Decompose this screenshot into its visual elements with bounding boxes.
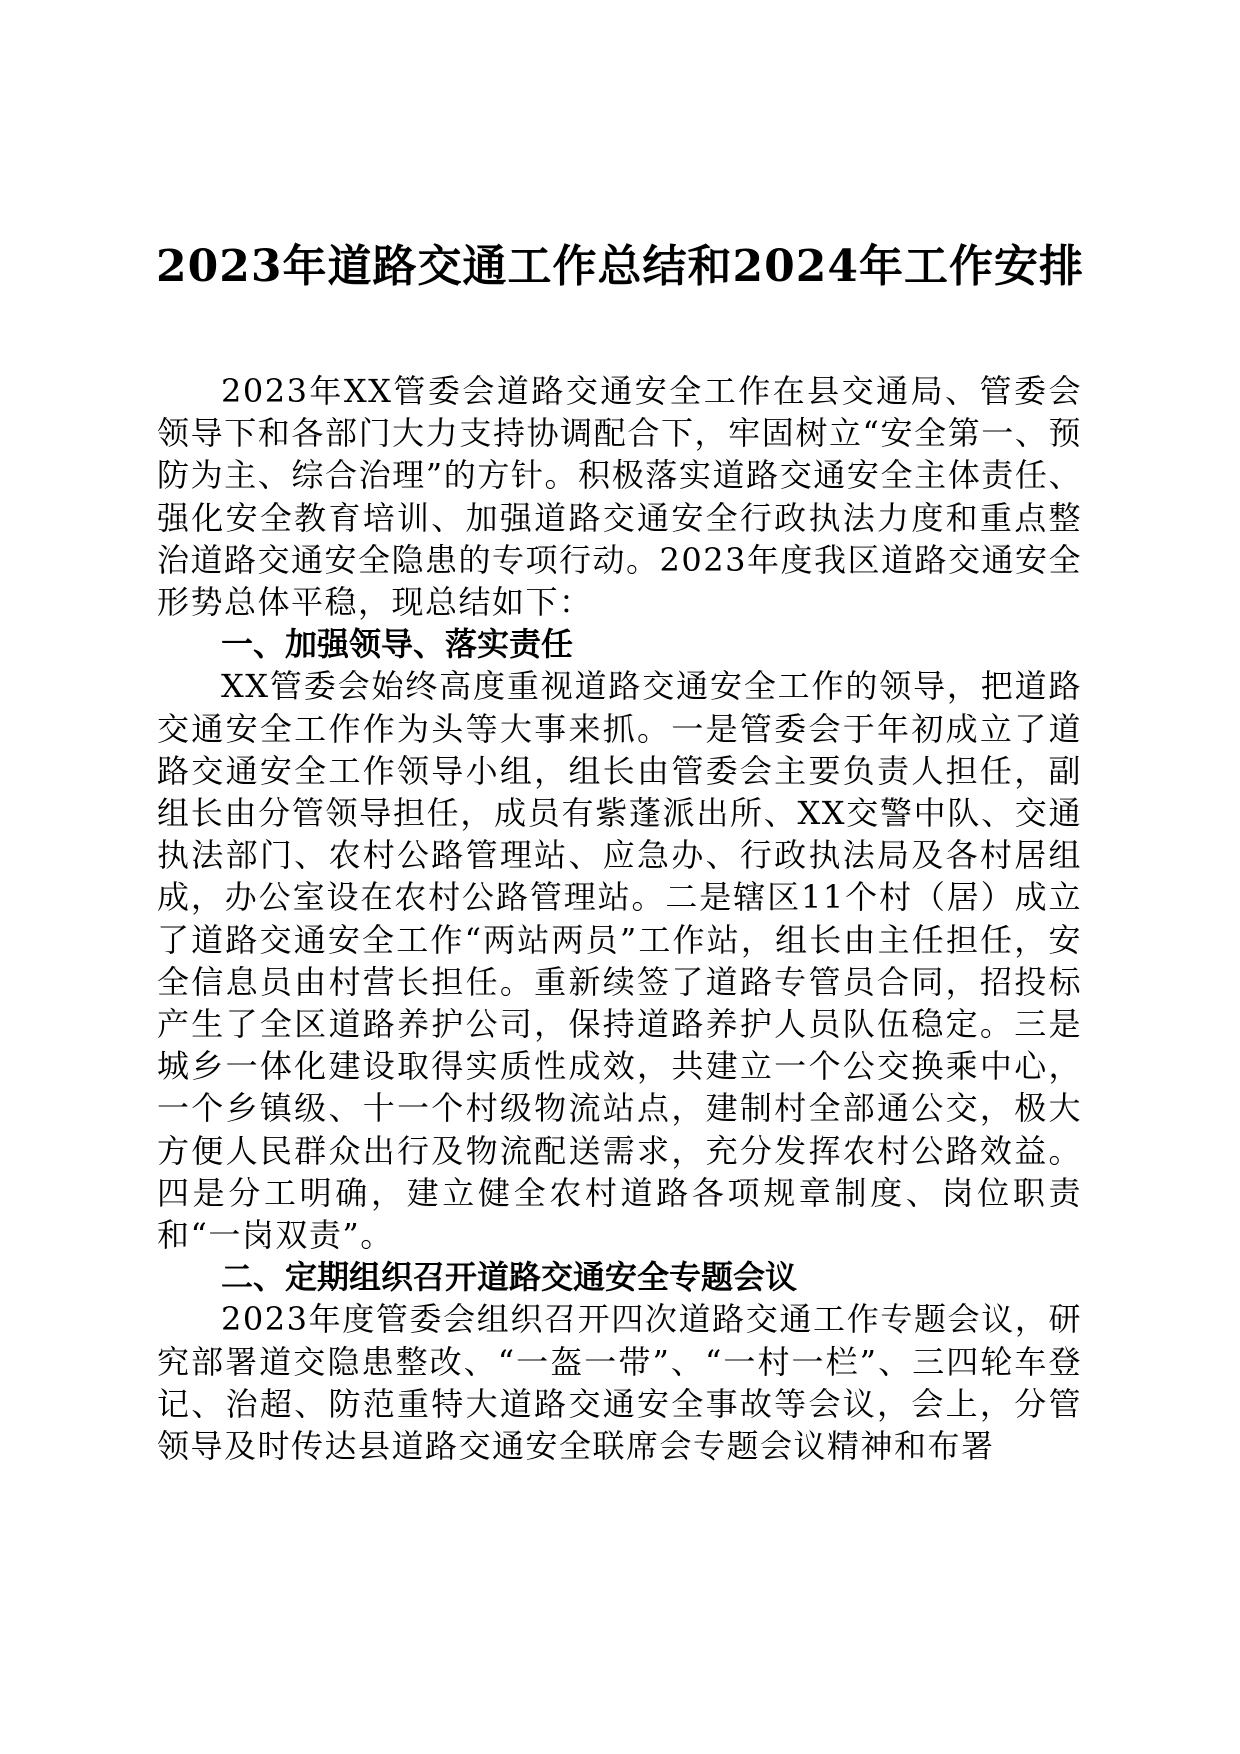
section-paragraph: 2023年度管委会组织召开四次道路交通工作专题会议，研究部署道交隐患整改、“一盔一带”、“一村一栏”、三四轮车登记、治超、防范重特大道路交通安全事故等会议，会上，分管领导及时传达县道路交通安全联席会专题会议精神和布署: [157, 1300, 1082, 1466]
document-body: [157, 370, 1082, 1467]
section-heading: 二、定期组织召开道路交通安全专题会议: [221, 1258, 798, 1297]
section-paragraph: XX管委会始终高度重视道路交通安全工作的领导，把道路交通安全工作作为头等大事来抓。一是管委会于年初成立了道路交通安全工作领导小组，组长由管委会主要负责人担任，副组长由分管领导担任，成员有紫蓬派出所、XX交警中队、交通执法部门、农村公路管理站、应急办、行政执法局及各村居组成，办公室设在农村公路管理站。二是辖区11个村（居）成立了道路交通安全工作“两站两员”工作站，组长由主任担任，安全信息员由村营长担任。重新续签了道路专管员合同，招投标产生了全区道路养护公司，保持道路养护人员队伍稳定。三是城乡一体化建设取得实质性成效，共建立一个公交换乘中心，一个乡镇级、十一个村级物流站点，建制村全部通公交，极大方便人民群众出行及物流配送需求，充分发挥农村公路效益。四是分工明确，建立健全农村道路各项规章制度、岗位职责和“一岗双责”。: [157, 667, 1082, 1255]
section-heading: 一、加强领导、落实责任: [221, 625, 574, 664]
document-title: 2023年道路交通工作总结和2024年工作安排: [156, 241, 1084, 292]
intro-paragraph: 2023年XX管委会道路交通安全工作在县交通局、管委会领导下和各部门大力支持协调配合下，牢固树立“安全第一、预防为主、综合治理”的方针。积极落实道路交通安全主体责任、强化安全教育培训、加强道路交通安全行政执法力度和重点整治道路交通安全隐患的专项行动。2023年度我区道路交通安全形势总体平稳，现总结如下：: [157, 372, 1082, 622]
